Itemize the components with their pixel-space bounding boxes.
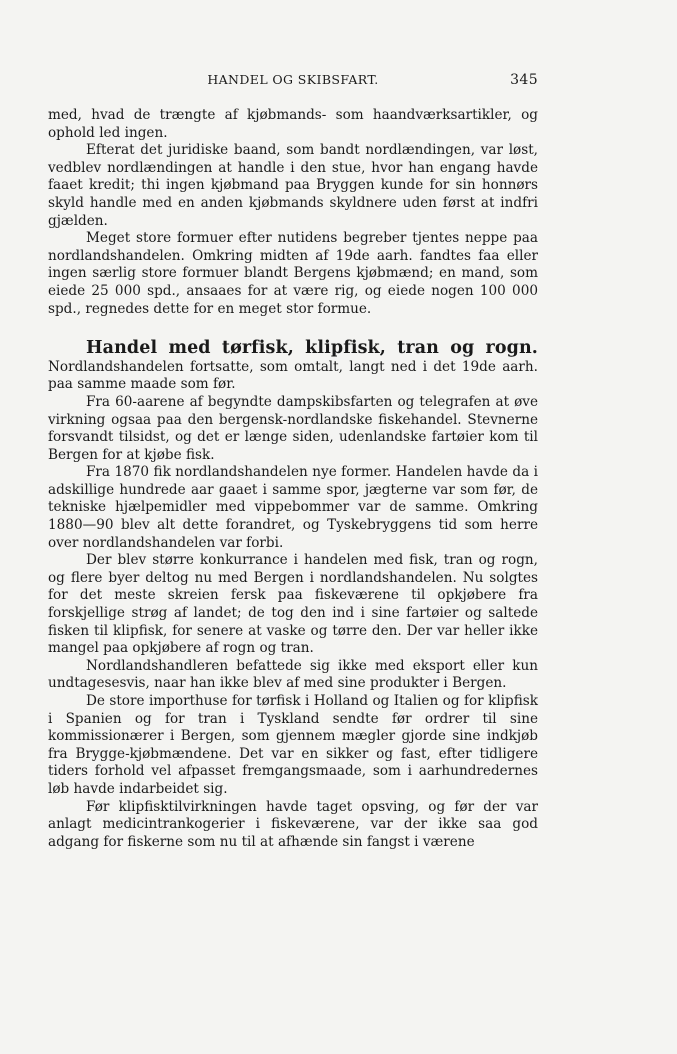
paragraph: Meget store formuer efter nutidens begreber tjentes neppe paa nordlandshandelen. Omkring midten af 19de aarh. fandtes faa eller ingen særlig store formuer blandt Bergens kjøbmænd; en mand, som eiede 25 000 spd., ansaaes for at være rig, og eiede nogen 100 000 spd., regnedes dette for en meget stor formue.: [48, 230, 538, 317]
section-heading: Handel med tørfisk, klipfisk, tran og rogn.: [86, 338, 538, 359]
paragraph: Før klipfisktilvirkningen havde taget opsving, og før der var anlagt medicintrankogerier i fiskeværene, var der ikke saa god adgang for fiskerne som nu til at afhænde sin fangst i værene: [48, 798, 538, 850]
paragraph: Efterat det juridiske baand, som bandt nordlændingen, var løst, vedblev nordlændingen at handle i den stue, hvor han engang havde faaet kredit; thi ingen kjøbmand paa Bryggen kunde for sin honnørs skyld handle med en anden kjøbmands skyldnere uden først at indfri gjælden.: [48, 142, 538, 229]
paragraph: Der blev større konkurrance i handelen med fisk, tran og rogn, og flere byer deltog nu med Bergen i nordlandshandelen. Nu solgtes for det meste skreien fersk paa fiskeværene til opkjøbere fra forskjellige strøg af landet; de tog den ind i sine fartøier og saltede fisken til klipfisk, for senere at vaske og tørre den. Der var heller ikke mangel paa opkjøbere af rogn og tran.: [48, 552, 538, 657]
paragraph: Nordlandshandleren befattede sig ikke med eksport eller kun undtagesesvis, naar han ikke blev af med sine produkter i Bergen.: [48, 657, 538, 692]
section-heading-continuation: Nordlandshandelen fortsatte, som omtalt, langt ned i det 19de aarh. paa samme maade som før.: [48, 358, 538, 393]
section-spacer: [48, 318, 538, 340]
paragraph: med, hvad de trængte af kjøbmands- som haandværksartikler, og ophold led ingen.: [48, 107, 538, 141]
running-header: [48, 72, 538, 92]
body-text: [48, 107, 538, 851]
paragraph: Fra 60-aarene af begyndte dampskibsfarten og telegrafen at øve virkning ogsaa paa den bergensk-nordlandske fiskehandel. Stevnerne forsvandt tilsidst, og det er længe siden, udenlandske fartøier kom til Bergen for at kjøbe fisk.: [48, 393, 538, 463]
paragraph: Fra 1870 fik nordlandshandelen nye former. Handelen havde da i adskillige hundrede aar gaaet i samme spor, jægterne var som før, de tekniske hjælpemidler med vippebommer var de samme. Omkring 1880—90 blev alt dette forandret, og Tyskebryggens tid som herre over nordlandshandelen var forbi.: [48, 464, 538, 551]
paragraph: De store importhuse for tørfisk i Holland og Italien og for klipfisk i Spanien og for tran i Tyskland sendte før ordrer til sine kommissionærer i Bergen, som gjennem mægler gjorde sine indkjøb fra Brygge-kjøbmændene. Det var en sikker og fast, efter tidligere tiders forhold vel afpasset fremgangsmaade, som i aarhundredernes løb havde indarbeidet sig.: [48, 693, 538, 797]
page-number: 345: [510, 72, 538, 88]
section-paragraph: [48, 340, 538, 394]
running-title: HANDEL OG SKIBSFART.: [207, 72, 379, 87]
